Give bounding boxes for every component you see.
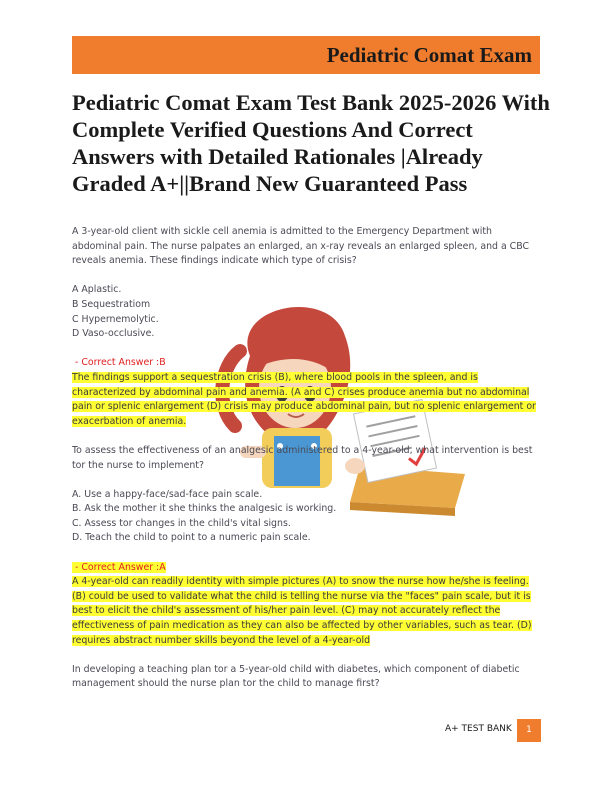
- question-1-rationale: The findings support a sequestration crisis (B), where blood pools in the spleen, and is characterized by abdominal pain and anemia. (A and C) crises produce anemia but no abdominal pain or splenic enlargement (D) crisis may produce abdominal pain, but no splenic enlargement or exacerbation of anemia.: [72, 371, 536, 427]
- page-number: 1: [517, 719, 541, 742]
- document-title: Pediatric Comat Exam Test Bank 2025-2026 With Complete Verified Questions And Correct Answers with Detailed Rationales |Already Graded A+||Brand New Guaranteed Pass: [72, 90, 550, 196]
- content-area: [72, 225, 542, 692]
- footer-label: A+ TEST BANK: [445, 724, 512, 734]
- header-title: Pediatric Comat Exam: [326, 43, 532, 67]
- question-2-option-d: D. Teach the child to point to a numeric pain scale.: [72, 532, 311, 544]
- question-2-correct-answer: - Correct Answer :A: [72, 561, 166, 573]
- question-2-text: To assess the effectiveness of an analgesic administered to a 4-year-old, what intervention is best tor the nurse to implement?: [72, 444, 533, 471]
- question-1-correct-answer: - Correct Answer :B: [72, 357, 166, 369]
- question-3-text: In developing a teaching plan tor a 5-year-old child with diabetes, which component of diabetic management should the nurse plan tor the child to manage first?: [72, 663, 520, 690]
- question-1-option-a: A Aplastic.: [72, 284, 122, 296]
- question-1-option-d: D Vaso-occlusive.: [72, 328, 155, 340]
- header-bar: [72, 36, 540, 74]
- question-1-text: A 3-year-old client with sickle cell anemia is admitted to the Emergency Department with abdominal pain. The nurse palpates an enlarged, an x-ray reveals an enlarged spleen, and a CBC reveals anemia. These findings indicate which type of crisis?: [72, 226, 530, 267]
- question-2-option-c: C. Assess tor changes in the child's vital signs.: [72, 517, 291, 529]
- question-1-option-b: B Sequestratiom: [72, 298, 151, 310]
- question-2-option-b: B. Ask the mother it she thinks the analgesic is working.: [72, 503, 337, 515]
- question-2-option-a: A. Use a happy-face/sad-face pain scale.: [72, 488, 263, 500]
- question-1-option-c: C Hypernemolytic.: [72, 313, 159, 325]
- question-2-rationale: A 4-year-old can readily identity with simple pictures (A) to snow the nurse how he/she is feeling. (B) could be used to validate what the child is telling the nurse via the "faces" pain scale, but it is best to elicit the child's assessment of his/her pain level. (C) may not accurately reflect the effectiveness of pain medication as they can also be affected by other variables, such as tear. (D) requires abstract number skills beyond the level of a 4-year-old: [72, 576, 532, 646]
